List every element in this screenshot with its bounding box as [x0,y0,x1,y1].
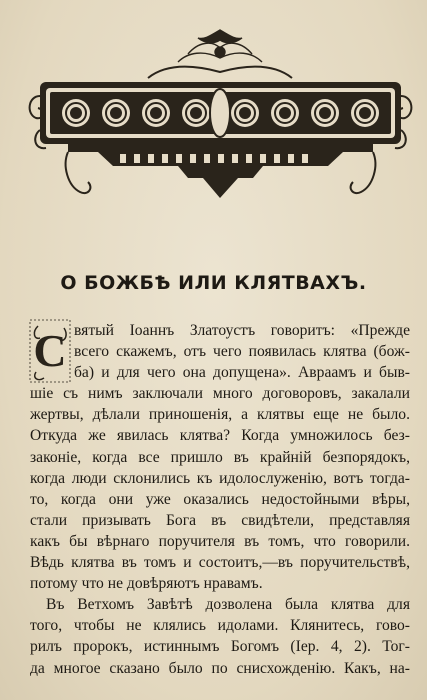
text-line: Откуда же явилась клятва? Когда умножилось без- [30,427,410,445]
text-line: то, когда они уже оказались недостойными вѣры, [30,490,410,508]
text-line: Въ Ветхомъ Завѣтѣ дозволена была клятва для [46,596,410,614]
text-line: какъ бы вѣрнаго поручителя въ томъ, что говорили. [30,532,410,550]
chapter-heading: О БОЖБѢ ИЛИ КЛЯТВАХЪ. [60,272,367,294]
text-line: ба) и для чего она допущена». Авраамъ и быв- [74,364,410,382]
text-line: да многое сказано было по снисхожденію. Какъ, на- [30,659,410,677]
text-line: того, чтобы не клялись идолами. Клянитесь, гово- [30,617,410,635]
text-line: законіе, когда все пришло въ крайній безпорядокъ, [30,448,410,466]
decorative-headpiece-ornament [28,26,413,204]
text-line: потому что не довѣряютъ нравамъ. [30,575,263,593]
text-line: вятый Іоаннъ Златоустъ говоритъ: «Прежде [74,322,410,339]
text-line: жертвы, дѣлали приношенія, а клятвы еще не было. [30,406,410,424]
text-line: всего скажемъ, отъ чего появилась клятва (бож- [74,343,410,361]
text-line: стали призывать Бога въ свидѣтели, представляя [30,511,410,529]
text-line: шіе съ нимъ заключали много договоровъ, закалали [30,385,410,403]
page-body-text [30,320,410,679]
dropcap-letter: С [33,325,67,376]
text-line: Вѣдь клятва въ томъ и состоитъ,—въ поручительствѣ, [30,554,410,572]
text-line: когда люди склонились къ идолослуженію, вотъ тогда- [30,469,410,487]
text-line: рилъ пророкъ, истиннымъ Богомъ (Іер. 4, 2). Тог- [30,638,410,656]
